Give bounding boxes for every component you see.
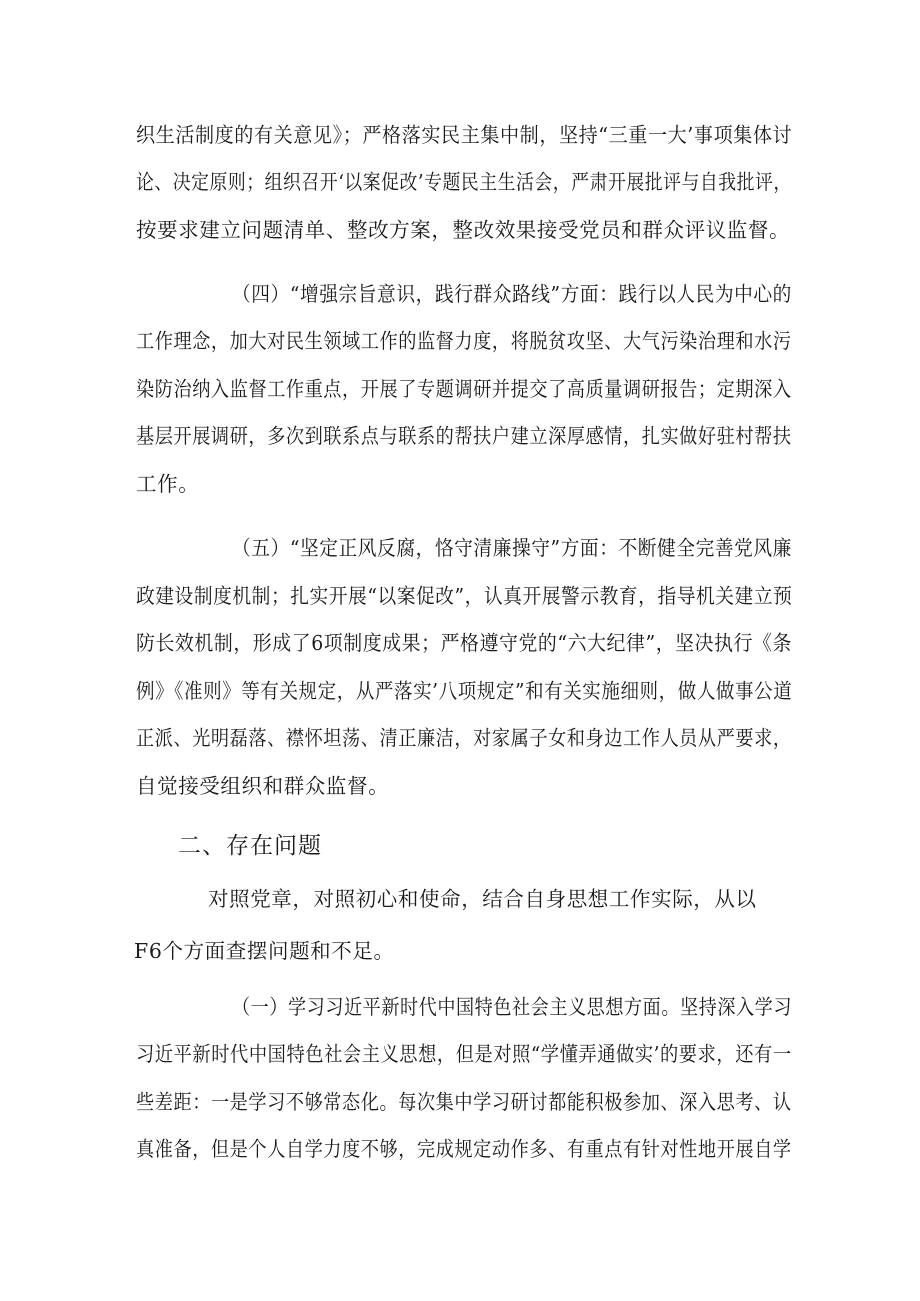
section-four-line: （四）“增强宗旨意识，践行群众路线”方面：践行以人民为中心的 — [232, 282, 792, 306]
subsection-one-line: （一）学习习近平新时代中国特色社会主义思想方面。坚持深入学习 — [232, 995, 793, 1019]
paragraph-line: 些差距：一是学习不够常态化。每次集中学习研讨都能积极参加、深入思考、认 — [136, 1090, 792, 1114]
paragraph-line: 习近平新时代中国特色社会主义思想，但是对照“学懂弄通做实’的要求，还有一 — [136, 1042, 792, 1066]
paragraph-line: 真准备，但是个人自学力度不够，完成规定动作多、有重点有针对性地开展自学 — [136, 1137, 792, 1161]
paragraph-line: 织生活制度的有关意见》；严格落实民主集中制，坚持“三重一大’事项集体讨 — [136, 123, 793, 147]
paragraph-line: 防长效机制，形成了6项制度成果；严格遵守党的“六大纪律”，坚决执行《条 — [136, 631, 792, 655]
paragraph-line: 按要求建立问题清单、整改方案，整改效果接受党员和群众评议监督。 — [136, 218, 791, 242]
paragraph-line: 正派、光明磊落、襟怀坦荡、清正廉洁，对家属子女和身边工作人员从严要求， — [136, 726, 792, 750]
paragraph-line: F6个方面查摆问题和不足。 — [134, 939, 395, 963]
paragraph-line: 基层开展调研，多次到联系点与联系的帮扶户建立深厚感情，扎实做好驻村帮扶 — [136, 424, 792, 448]
paragraph-line: 自觉接受组织和群众监督。 — [136, 774, 390, 798]
paragraph-line: 染防治纳入监督工作重点，开展了专题调研并提交了高质量调研报告；定期深入 — [136, 377, 792, 401]
paragraph-line: 对照党章，对照初心和使命，结合自身思想工作实际，从以 — [208, 887, 757, 911]
paragraph-line: 论、决定原则；组织召开‘以案促改’专题民主生活会，严肃开展批评与自我批评， — [136, 170, 792, 194]
paragraph-line: 例》《准则》等有关规定，从严落实’八项规定”和有关实施细则，做人做事公道 — [136, 679, 793, 703]
section-five-line: （五）“坚定正风反腐，恪守清廉操守”方面：不断健全完善党风廉 — [232, 536, 792, 560]
paragraph-line: 工作理念，加大对民生领域工作的监督力度，将脱贫攻坚、大气污染治理和水污 — [136, 329, 792, 353]
section-heading: 二、存在问题 — [178, 833, 322, 859]
paragraph-line: 工作。 — [136, 472, 200, 496]
paragraph-line: 政建设制度机制；扎实开展“以案促改”，认真开展警示教育，指导机关建立预 — [136, 584, 793, 608]
